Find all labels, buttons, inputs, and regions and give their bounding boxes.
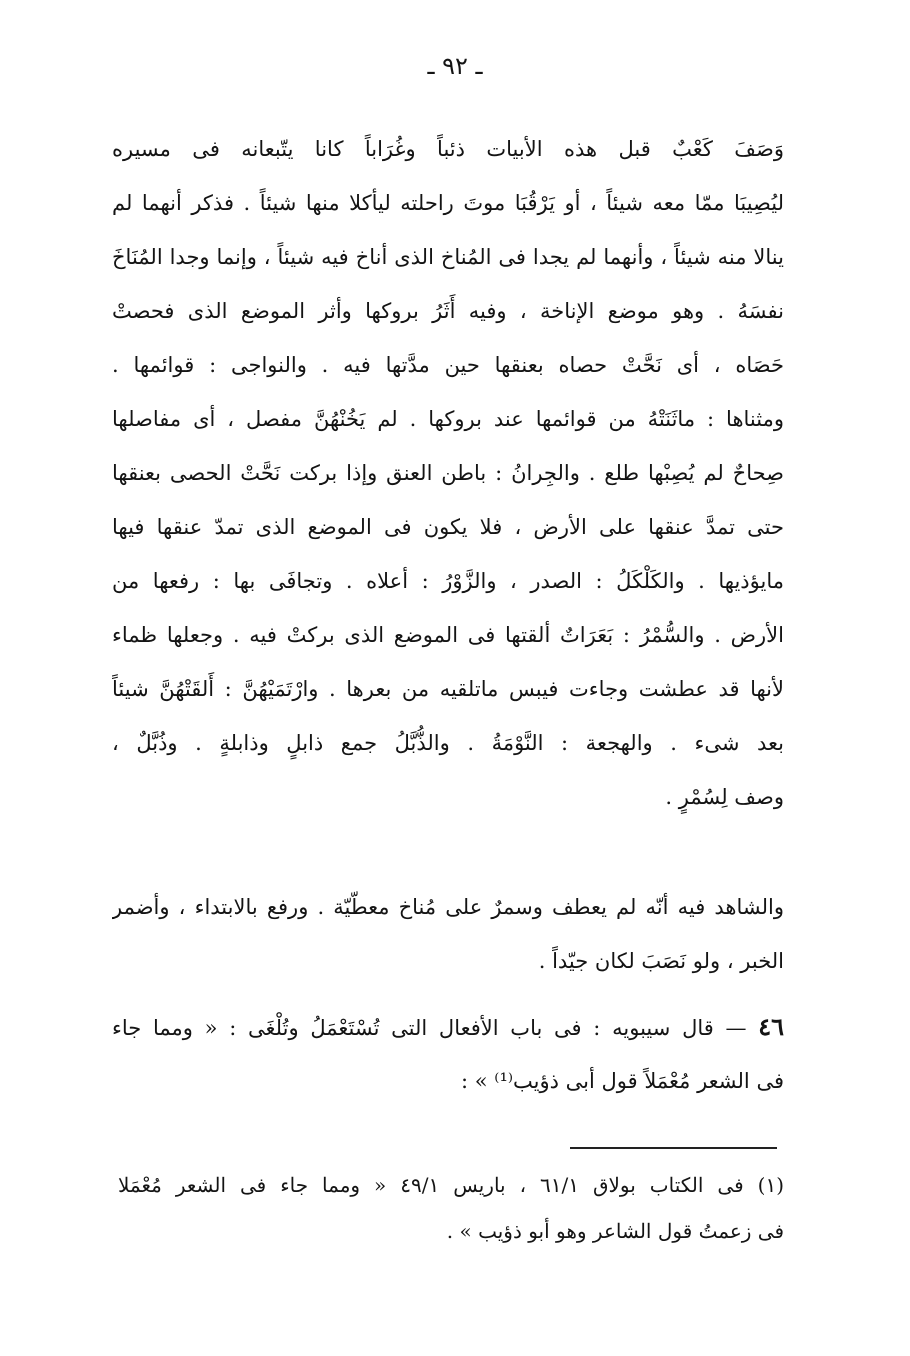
text-line: نفسَهُ . وهو موضع الإناخة ، وفيه أَثَرُ بروكها وأثر الموضع الذى فحصتْ	[112, 299, 784, 323]
witness-paragraph	[112, 880, 784, 988]
text-line: بعد شىء . والهجعة : النَّوْمَةُ . والذُّبَّلُ جمع ذابلٍ وذابلةٍ . وذُبَّلٌ ،	[112, 731, 784, 755]
text-line: فى الشعر مُعْمَلاً قول أبى ذؤيب⁽¹⁾ » :	[461, 1069, 784, 1093]
section-text: — قال سيبويه : فى باب الأفعال التى تُسْتَعْمَلُ وتُلْغَى : « ومما جاء	[112, 1016, 759, 1040]
text-line: ينالا منه شيئاً ، وأنهما لم يجدا فى المُناخ الذى أناخ فيه شيئاً ، وإنما وجدا المُنَاخَ	[112, 245, 784, 269]
text-line: حتى تمدَّ عنقها على الأرض ، فلا يكون فى الموضع الذى تمدّ عنقها فيها	[112, 515, 784, 539]
text-line: والشاهد فيه أنّه لم يعطف وسمرٌ على مُناخ معطّيّة . ورفع بالابتداء ، وأضمر	[112, 895, 784, 919]
section-paragraph	[112, 1000, 784, 1108]
text-line: لأنها قد عطشت وجاءت فيبس ماتلقيه من بعرها . وارْتَمَيْهُنَّ : أَلقَتْهُنَّ شيئاً	[112, 677, 784, 701]
section-number: ٤٦	[758, 1012, 784, 1041]
footnote-line: فى زعمتُ قول الشاعر وهو أبو ذؤيب » .	[446, 1219, 784, 1243]
footnote	[118, 1162, 784, 1254]
text-line: وَصَفَ كَعْبٌ قبل هذه الأبيات ذئباً وغُرَاباً كانا يتّبعانه فى مسيره	[112, 137, 784, 161]
text-line: صِحاحٌ لم يُصِبْها طلع . والجِرانُ : باطن العنق وإذا بركت نَحَّتْ الحصى بعنقها	[112, 461, 784, 485]
text-line: ليُصِيبَا ممّا معه شيئاً ، أو يَرْقُبَا موتَ راحلته ليأكلا منها شيئاً . فذكر أنهما لم	[112, 191, 784, 215]
footnote-line: (١) فى الكتاب بولاق ٦١/١ ، باريس ٤٩/١ « ومما جاء فى الشعر مُعْمَلا	[118, 1173, 784, 1197]
text-line: حَصَاه ، أى نَحَّتْ حصاه بعنقها حين مدَّتها فيه . والنواجى : قوائمها .	[112, 353, 784, 377]
text-line: مايؤذيها . والكَلْكَلُ : الصدر ، والزَّوْرُ : أعلاه . وتجافَى بها : رفعها من	[112, 569, 784, 593]
text-line: الخبر ، ولو نَصَبَ لكان جيّداً .	[538, 949, 784, 973]
text-line: وصف لِسُمْرٍ .	[665, 785, 784, 809]
section-first-line	[112, 1000, 784, 1054]
text-line: الأرض . والسُّمْرُ : بَعَرَاتٌ ألقتها فى الموضع الذى بركتْ فيه . وجعلها ظماء	[112, 623, 784, 647]
text-line: ومثناها : ماثَنَتْهُ من قوائمها عند بروكها . لم يَخُنْهُنَّ مفصل ، أى مفاصلها	[112, 407, 784, 431]
commentary-paragraph	[112, 122, 784, 824]
page-number: ـ ٩٢ ـ	[427, 52, 483, 80]
footnote-divider	[570, 1147, 777, 1149]
